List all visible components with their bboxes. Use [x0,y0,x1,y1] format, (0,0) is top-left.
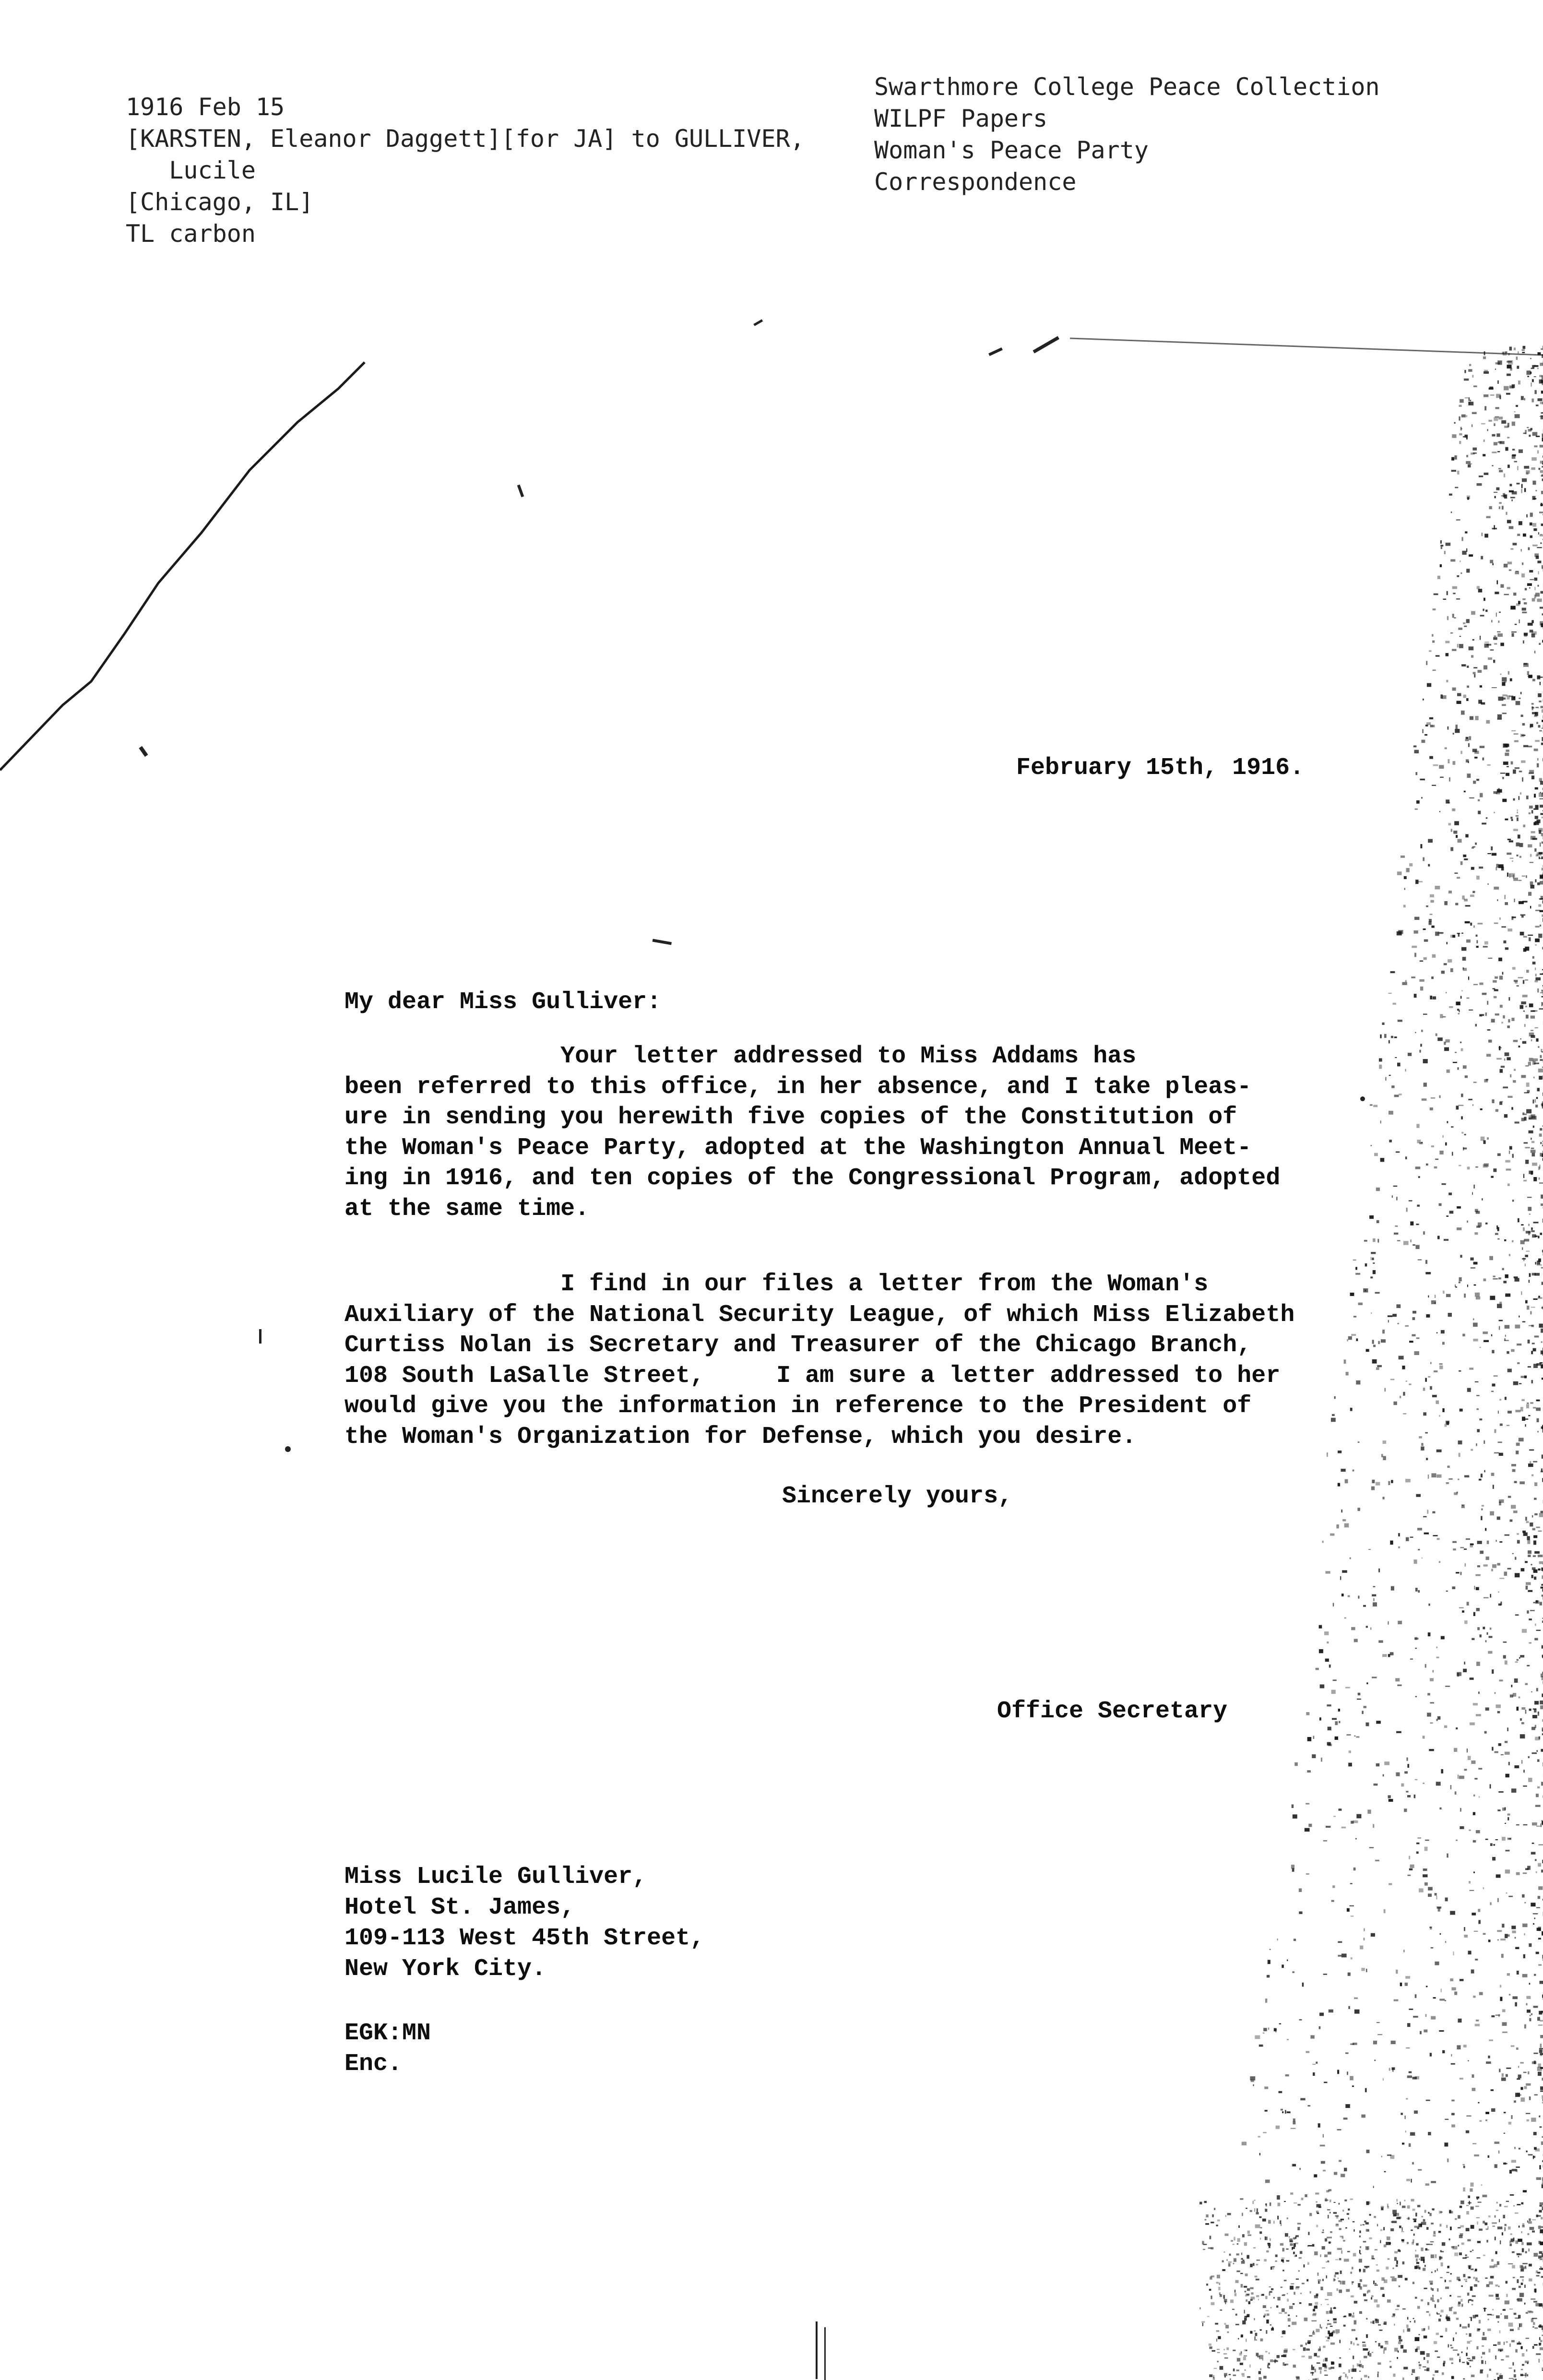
top-right-fold-line [1070,338,1543,355]
address-line: 109-113 West 45th Street, [344,1925,705,1952]
letter-signer: Office Secretary [997,1698,1228,1725]
catalog-correspondents-cont: Lucile [126,156,256,184]
diagonal-scratch-mark [0,362,365,770]
collection-name: Swarthmore College Peace Collection [874,73,1380,101]
paragraph-line: the Woman's Organization for Defense, which you desire. [344,1423,1137,1451]
paragraph-line: Auxiliary of the National Security League, of which Miss Elizabeth [344,1301,1295,1329]
catalog-info-left [126,91,874,250]
catalog-correspondents: [KARSTEN, Eleanor Daggett][for JA] to GULLIVER, [126,125,805,153]
paragraph-line: at the same time. [344,1195,590,1223]
address-line: New York City. [344,1955,546,1983]
paragraph-line: the Woman's Peace Party, adopted at the Washington Annual Meet- [344,1134,1252,1162]
recipient-address [344,1862,704,1985]
enclosure-note: Enc. [344,2050,403,2078]
letter-closing: Sincerely yours, [782,1483,1013,1510]
paragraph-line: would give you the information in reference to the President of [344,1392,1252,1420]
paragraph-line: Curtiss Nolan is Secretary and Treasurer of the Chicago Branch, [344,1332,1252,1359]
collection-organization: Woman's Peace Party [874,136,1149,164]
collection-papers: WILPF Papers [874,105,1048,132]
paragraph-line: ure in sending you herewith five copies of the Constitution of [344,1104,1237,1131]
letter-salutation: My dear Miss Gulliver: [344,988,662,1016]
catalog-format: TL carbon [126,220,256,248]
reference-initials [344,2018,431,2080]
letter-date: February 15th, 1916. [1016,754,1305,782]
typist-initials: EGK:MN [344,2020,431,2047]
letter-paragraph-2 [344,1269,1400,1452]
catalog-date: 1916 Feb 15 [126,93,285,121]
collection-series: Correspondence [874,168,1077,196]
paragraph-line: 108 South LaSalle Street, I am sure a letter addressed to her [344,1362,1281,1390]
paragraph-line: I find in our files a letter from the Woman's [344,1271,1209,1298]
address-line: Hotel St. James, [344,1894,575,1921]
paragraph-line: Your letter addressed to Miss Addams has [344,1043,1137,1070]
catalog-info-right [874,71,1507,198]
catalog-place: [Chicago, IL] [126,188,314,216]
paragraph-line: been referred to this office, in her absence, and I take pleas- [344,1073,1252,1101]
letter-paragraph-1 [344,1041,1400,1224]
address-line: Miss Lucile Gulliver, [344,1863,647,1891]
paragraph-line: ing in 1916, and ten copies of the Congressional Program, adopted [344,1165,1281,1192]
